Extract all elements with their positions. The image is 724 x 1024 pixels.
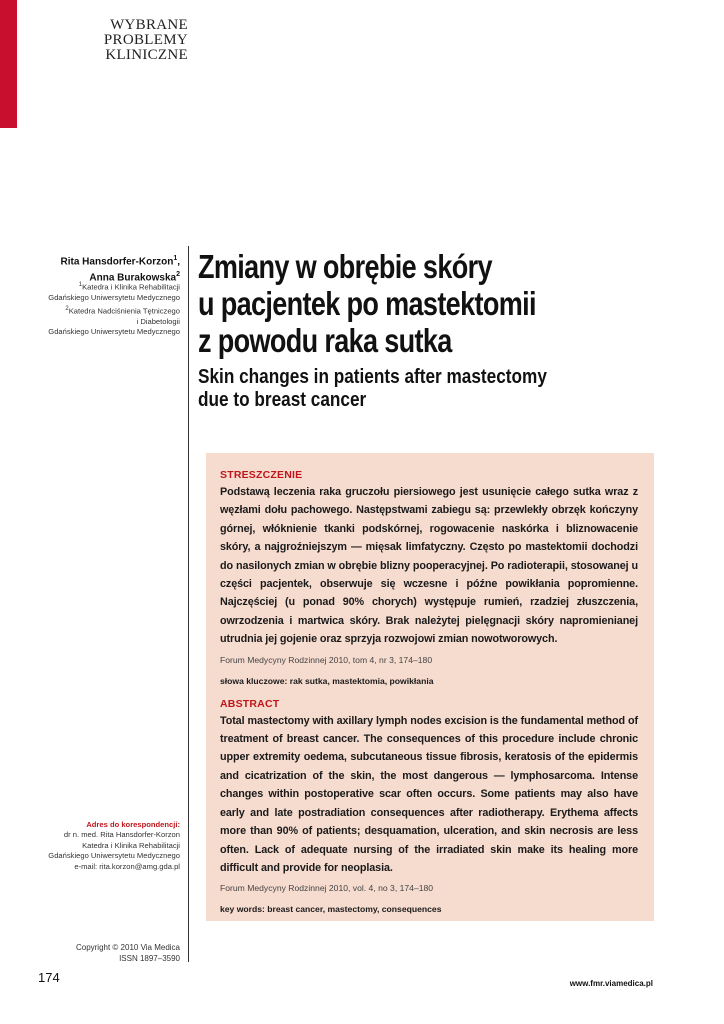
issn-line: ISSN 1897–3590 — [119, 954, 180, 963]
section-label-line: WYBRANE — [110, 17, 188, 33]
copyright — [20, 942, 180, 964]
author-affil-mark: 1 — [173, 255, 178, 262]
author-name: Anna Burakowska — [89, 272, 177, 284]
abstract-heading: ABSTRACT — [220, 697, 280, 710]
affil-mark: 1 — [78, 282, 83, 288]
author-separator: , — [177, 256, 180, 268]
abstract-box — [206, 453, 654, 921]
article-subtitle — [198, 366, 594, 412]
affil-line: Katedra Nadciśnienia Tętniczego — [68, 306, 180, 316]
abstract-keywords: key words: breast cancer, mastectomy, consequences — [220, 904, 442, 915]
affiliations — [20, 280, 180, 338]
streszczenie-body: Podstawą leczenia raka gruczołu piersiowego jest usunięcie całego sutka wraz z węzłami dołu pachowego. Następstwami zabiegu są: przewlekły obrzęk kończyny górnej, włóknienie tkanki podskórnej, rogowacenie naskórka i bliznowacenie skóry, a najgroźniejszym — mięsak limfatyczny. Często po mastektomii dochodzi do nasilonych zmian w obrębie blizny pooperacyjnej. Po radioterapii, stosowanej u części pacjentek, obserwuje się wczesne i późne powikłania popromienne. Najczęściej (u ponad 90% chorych) występuje rumień, rzadziej złuszczenia, owrzodzenia i martwica skóry. Brak należytej pielęgnacji skóry napromienianej utrudnia jej gojenie oraz sprzyja rozwojowi zmian nowotworowych. — [220, 486, 638, 646]
streszczenie-citation: Forum Medycyny Rodzinnej 2010, tom 4, nr 3, 174–180 — [220, 654, 433, 665]
subtitle-line: due to breast cancer — [198, 389, 367, 411]
section-color-bar — [0, 0, 17, 128]
title-line: z powodu raka sutka — [198, 322, 452, 359]
copyright-line: Copyright © 2010 Via Medica — [75, 943, 180, 952]
author-name: Rita Hansdorfer-Korzon — [60, 256, 174, 268]
abstract-citation: Forum Medycyny Rodzinnej 2010, vol. 4, no 3, 174–180 — [220, 883, 434, 894]
streszczenie-heading: STRESZCZENIE — [220, 469, 303, 481]
author-affil-mark: 2 — [176, 271, 180, 279]
title-line: Zmiany w obrębie skóry — [198, 248, 492, 285]
affil-line: Gdańskiego Uniwersytetu Medycznego — [48, 293, 180, 303]
correspondence-line: dr n. med. Rita Hansdorfer-Korzon — [63, 830, 180, 840]
affil-line: Gdańskiego Uniwersytetu Medycznego — [48, 327, 180, 337]
correspondence-email[interactable]: e-mail: rita.korzon@amg.gda.pl — [74, 861, 180, 871]
streszczenie-keywords: słowa kluczowe: rak sutka, mastektomia, powikłania — [220, 675, 434, 686]
section-label-line: PROBLEMY — [103, 32, 188, 48]
section-label-line: KLINICZNE — [105, 47, 188, 63]
affil-line: i Diabetologii — [136, 316, 180, 326]
correspondence-line: Katedra i Klinika Rehabilitacji — [82, 840, 180, 850]
page-number: 174 — [38, 970, 60, 985]
section-label — [90, 18, 188, 63]
affil-mark: 2 — [65, 305, 69, 312]
subtitle-line: Skin changes in patients after mastectomy — [198, 366, 547, 388]
correspondence-title: Adres do korespondencji: — [86, 820, 180, 829]
journal-url[interactable]: www.fmr.viamedica.pl — [569, 979, 653, 988]
title-line: u pacjentek po mastektomii — [198, 285, 536, 322]
correspondence-line: Gdańskiego Uniwersytetu Medycznego — [48, 851, 180, 861]
affil-line: Katedra i Klinika Rehabilitacji — [82, 282, 180, 292]
column-divider — [188, 246, 189, 962]
abstract-body: Total mastectomy with axillary lymph nodes excision is the fundamental method of treatment of breast cancer. The consequences of this procedure include chronic upper extremity oedema, subcutaneous tissue fibrosis, keratosis of the epidermis and cicatrization of the skin, the most dangerous — lymphosarcoma. Intense changes within postoperative scar often occurs. Some patients may also have early and late postradiation consequences after radiotherapy. Erythema affects more than 90% of patients; desquamation, ulceration, and skin necrosis are less often. Lack of adequate nursing of the irradiated skin make its healing more difficult and provide for neoplasia. — [220, 714, 638, 874]
article-title — [198, 248, 542, 359]
correspondence — [20, 820, 180, 872]
